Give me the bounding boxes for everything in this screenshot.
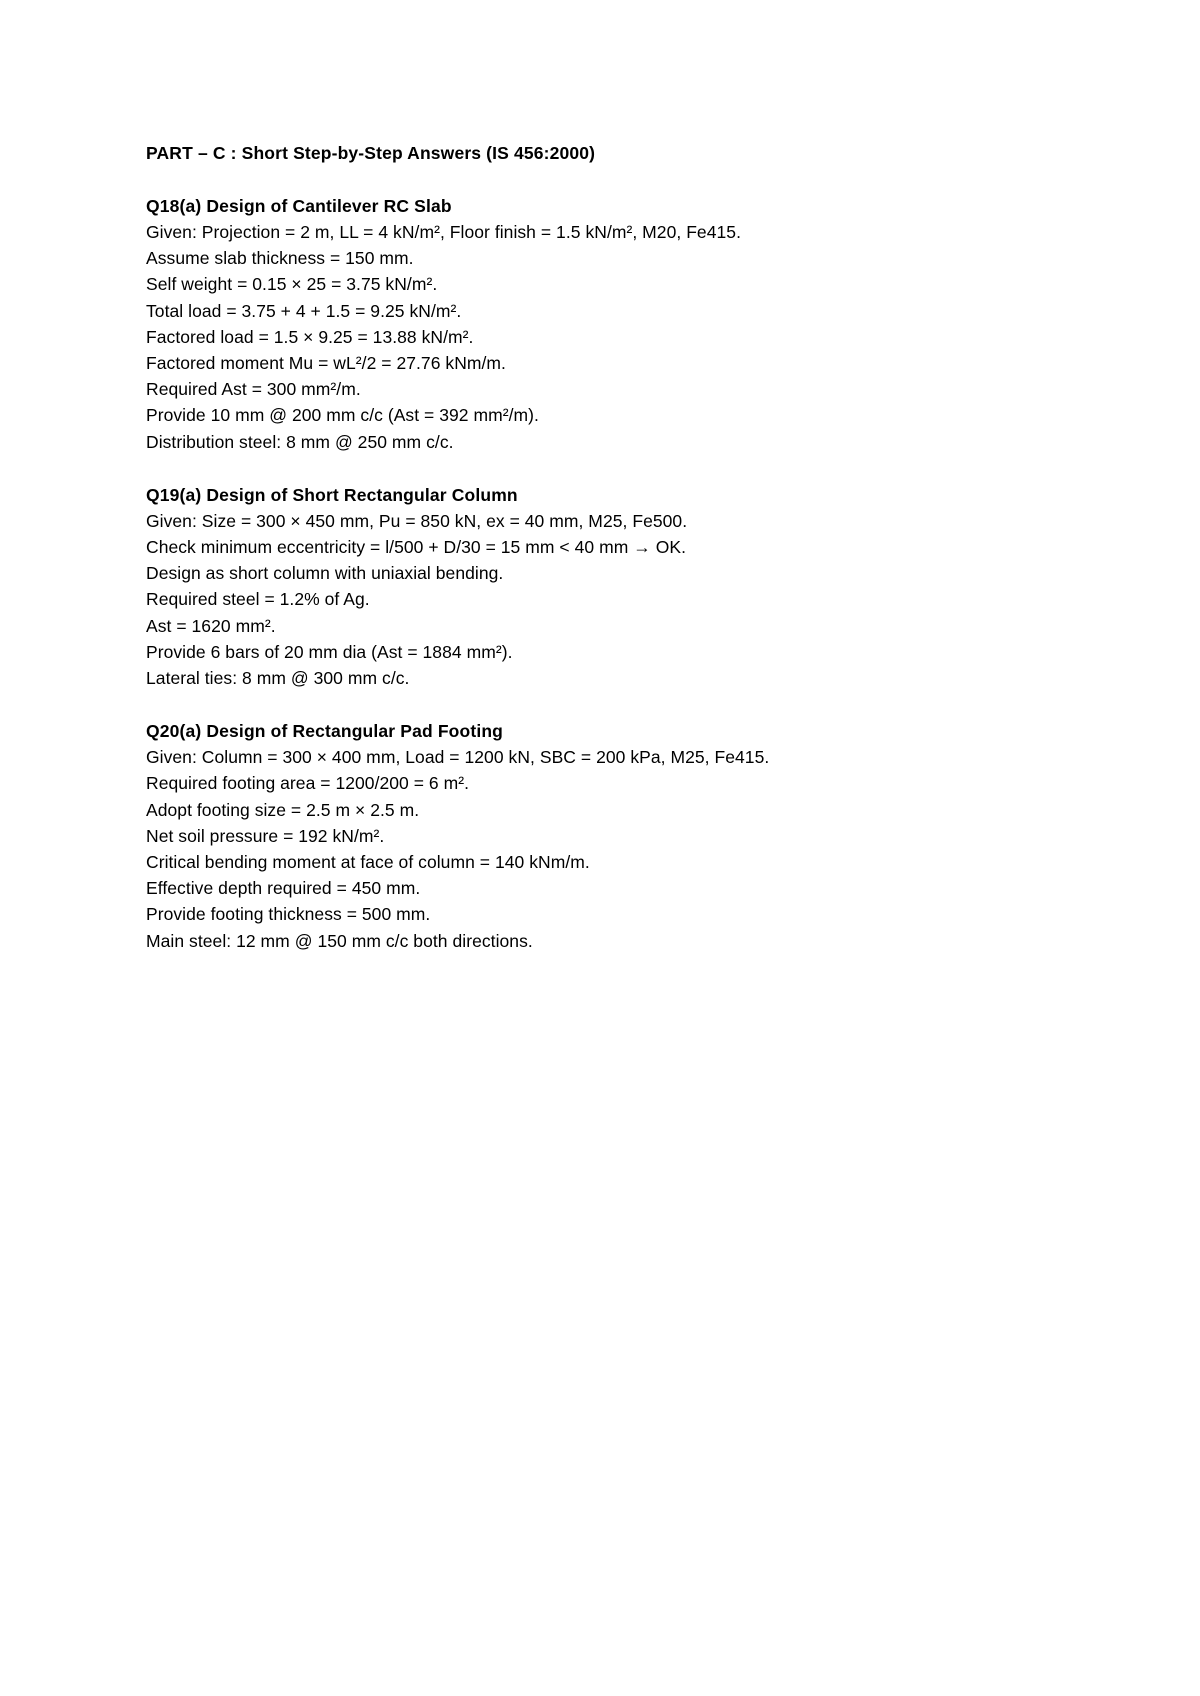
answer-line: Required footing area = 1200/200 = 6 m². xyxy=(146,773,470,794)
answer-line: Given: Column = 300 × 400 mm, Load = 1200 kN, SBC = 200 kPa, M25, Fe415. xyxy=(146,747,770,768)
answer-line: Factored load = 1.5 × 9.25 = 13.88 kN/m². xyxy=(146,326,474,347)
answer-line: Check minimum eccentricity = l/500 + D/30 = 15 mm < 40 mm → OK. xyxy=(146,537,687,558)
answer-line: Self weight = 0.15 × 25 = 3.75 kN/m². xyxy=(146,274,438,295)
answer-section xyxy=(146,718,1066,954)
answer-line: Given: Size = 300 × 450 mm, Pu = 850 kN, ex = 40 mm, M25, Fe500. xyxy=(146,510,688,531)
answer-section xyxy=(146,193,1066,455)
answer-line: Net soil pressure = 192 kN/m². xyxy=(146,825,385,846)
answer-line: Assume slab thickness = 150 mm. xyxy=(146,248,414,269)
document-body xyxy=(146,140,1066,954)
section-lines xyxy=(146,744,1066,954)
answer-section xyxy=(146,482,1066,691)
answer-line: Lateral ties: 8 mm @ 300 mm c/c. xyxy=(146,668,410,689)
answer-line: Adopt footing size = 2.5 m × 2.5 m. xyxy=(146,799,420,820)
answer-line: Given: Projection = 2 m, LL = 4 kN/m², Floor finish = 1.5 kN/m², M20, Fe415. xyxy=(146,222,741,242)
answer-line: Required steel = 1.2% of Ag. xyxy=(146,589,370,610)
section-heading: Q19(a) Design of Short Rectangular Column xyxy=(146,484,518,505)
section-heading: Q18(a) Design of Cantilever RC Slab xyxy=(146,196,452,216)
answer-line: Required Ast = 300 mm²/m. xyxy=(146,379,361,400)
section-lines xyxy=(146,508,1066,691)
answer-line: Distribution steel: 8 mm @ 250 mm c/c. xyxy=(146,431,454,452)
section-heading: Q20(a) Design of Rectangular Pad Footing xyxy=(146,721,504,742)
answer-line: Design as short column with uniaxial bending. xyxy=(146,563,504,584)
page-title: PART – C : Short Step-by-Step Answers (IS 456:2000) xyxy=(146,143,596,163)
section-lines xyxy=(146,219,1066,455)
answer-line: Provide footing thickness = 500 mm. xyxy=(146,904,431,925)
answer-line: Main steel: 12 mm @ 150 mm c/c both directions. xyxy=(146,930,533,951)
answer-line: Ast = 1620 mm². xyxy=(146,615,276,636)
answer-line: Provide 6 bars of 20 mm dia (Ast = 1884 mm²). xyxy=(146,641,513,662)
answer-line: Total load = 3.75 + 4 + 1.5 = 9.25 kN/m². xyxy=(146,300,462,321)
answer-line: Critical bending moment at face of column = 140 kNm/m. xyxy=(146,852,590,873)
answer-line: Provide 10 mm @ 200 mm c/c (Ast = 392 mm²/m). xyxy=(146,405,539,426)
answer-line: Factored moment Mu = wL²/2 = 27.76 kNm/m. xyxy=(146,353,506,374)
answer-line: Effective depth required = 450 mm. xyxy=(146,878,421,899)
